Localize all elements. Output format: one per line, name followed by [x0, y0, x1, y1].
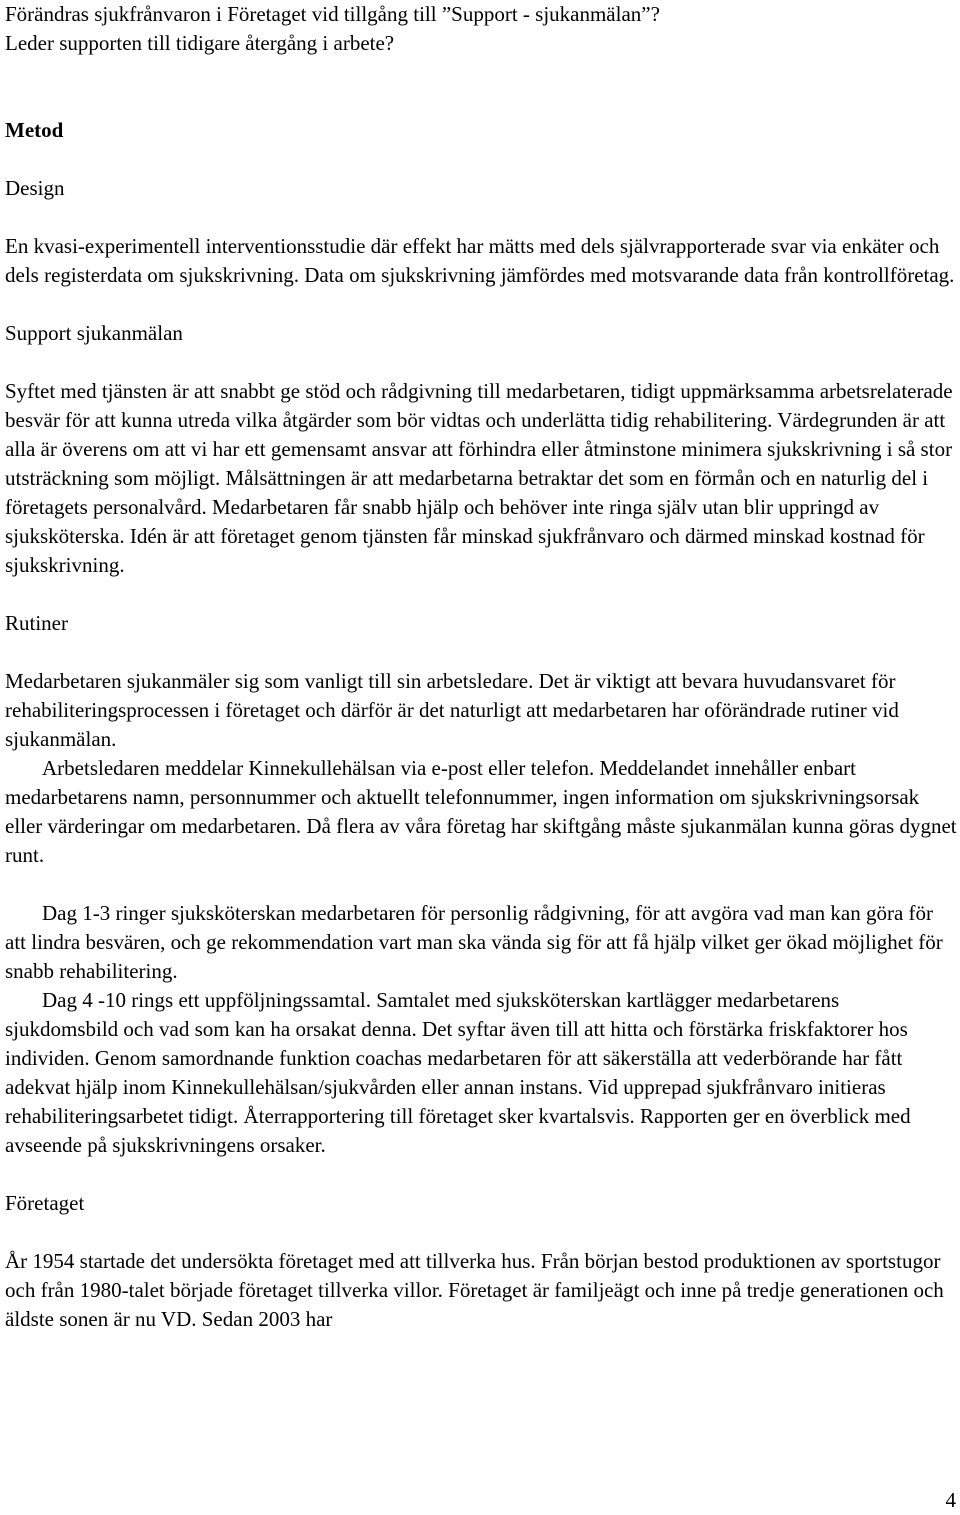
page-number: 4	[945, 1488, 956, 1512]
rutiner-paragraph-1: Medarbetaren sjukanmäler sig som vanligt till sin arbetsledare. Det är viktigt att bevara huvudansvaret för rehabiliteringsprocessen i företaget och därför är det naturligt att medarbetaren har oförändrade rutiner vid sjukanmälan.	[5, 669, 899, 751]
design-paragraph: En kvasi-experimentell interventionsstudie där effekt har mätts med dels självrapporterade svar via enkäter och dels registerdata om sjukskrivning. Data om sjukskrivning jämfördes med motsvarande data från kontrollföretag.	[5, 234, 955, 287]
rutiner-heading: Rutiner	[5, 611, 68, 635]
rutiner-paragraph-4: Dag 4 -10 rings ett uppföljningssamtal. Samtalet med sjuksköterskan kartlägger medarbetarens sjukdomsbild och vad som kan ha orsakat denna. Det syftar även till att hitta och förstärka friskfaktorer hos individen. Genom samordnande funktion coachas medarbetaren för att säkerställa att vederbörande har fått adekvat hjälp inom Kinnekullehälsan/sjukvården eller annan instans. Vid upprepad sjukfrånvaro initieras rehabiliteringsarbetet tidigt. Återrapportering till företaget sker kvartalsvis. Rapporten ger en överblick med avseende på sjukskrivningens orsaker.	[5, 988, 911, 1157]
intro-question-line-2: Leder supporten till tidigare återgång i arbete?	[5, 31, 395, 55]
rutiner-paragraph-2: Arbetsledaren meddelar Kinnekullehälsan via e-post eller telefon. Meddelandet innehåller enbart medarbetarens namn, personnummer och aktuellt telefonnummer, ingen information om sjukskrivningsorsak eller värderingar om medarbetaren. Då flera av våra företag har skiftgång måste sjukanmälan kunna göras dygnet runt.	[5, 756, 957, 867]
document-body	[5, 0, 957, 1334]
intro-question	[5, 0, 957, 58]
support-heading: Support sjukanmälan	[5, 321, 183, 345]
foretaget-heading: Företaget	[5, 1191, 85, 1215]
support-paragraph: Syftet med tjänsten är att snabbt ge stöd och rådgivning till medarbetaren, tidigt uppmärksamma arbetsrelaterade besvär för att kunna utreda vilka åtgärder som bör vidtas och underlätta tidig rehabilitering. Värdegrunden är att alla är överens om att vi har ett gemensamt ansvar att förhindra eller åtminstone minimera sjukskrivning i så stor utsträckning som möjligt. Målsättningen är att medarbetarna betraktar det som en förmån och en naturlig del i företagets personalvård. Medarbetaren får snabb hjälp och behöver inte ringa själv utan blir uppringd av sjuksköterska. Idén är att företaget genom tjänsten får minskad sjukfrånvaro och därmed minskad kostnad för sjukskrivning.	[5, 379, 953, 577]
design-heading: Design	[5, 176, 65, 200]
intro-question-line-1: Förändras sjukfrånvaron i Företaget vid tillgång till ”Support - sjukanmälan”?	[5, 2, 660, 26]
foretaget-paragraph: År 1954 startade det undersökta företaget med att tillverka hus. Från början bestod produktionen av sportstugor och från 1980-talet började företaget tillverka villor. Företaget är familjeägt och inne på tredje generationen och äldste sonen är nu VD. Sedan 2003 har	[5, 1249, 944, 1331]
metod-heading: Metod	[5, 118, 64, 142]
rutiner-paragraph-3: Dag 1-3 ringer sjuksköterskan medarbetaren för personlig rådgivning, för att avgöra vad man kan göra för att lindra besvären, och ge rekommendation vart man ska vända sig för att få hjälp vilket ger ökad möjlighet för snabb rehabilitering.	[5, 901, 943, 983]
